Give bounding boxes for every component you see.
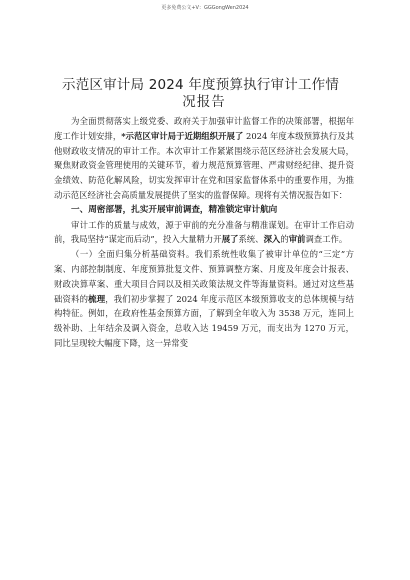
intro-text-2: *示范区审计局于近期组织开展了 [121,130,244,141]
sub-text-1: （一）全面归集分析基础资料。我们系统性收集了被审计单位的“三定”方案、内部控制制度、年度预算批复文件、预算调整方案、月度及年度会计报表、财政决算草案、重大项目合同以及相关政策法规文件等海量资料。通过对这些基础资料的 [54,249,354,304]
section1-text-1: 审计工作的质量与成效，源于审前的充分准备与精准谋划。在审计工作启动前，我局坚持“谋定而后动”，投入大量精力开 [54,219,354,245]
section1-text-6: 审前 [288,234,306,245]
document-title: 示范区审计局 2024 年度预算执行审计工作情 [62,77,340,93]
document-title-continued: 况报告 [182,94,226,110]
sub-text-2: 梳理 [88,293,106,304]
section1-text-7: 调查工作。 [305,234,348,245]
intro-text-3: 2024 年度本级预算执行及其他财政收支情况的审计工作。本次审计工作紧紧围绕示范区经济社会发展大局，聚焦财政资金管理使用的关键环节，着力规范预算管理、严肃财经纪律、提升资金绩效、防范化解风险，切实发挥审计在党和国家监督体系中的重要作用，为推动示范区经济社会高质量发展提供了坚实的监督保障。现将有关情况报告如下： [54,130,354,200]
section1-subparagraph [54,247,354,351]
sub-text-3: ，我们初步掌握了 2024 年度示范区本级预算收支的总体规模与结构特征。例如，在政府性基金预算方面，了解到全年收入为 3538 万元，连同上级补助、上年结余及调入资金，总收入达 19459 万元，而支出为 1270 万元，同比呈现较大幅度下降，这一异常变 [54,293,355,348]
section1-text-4: 深入 [263,234,281,245]
section1-text-5: 的 [280,234,289,245]
section-heading-1: 一、周密部署，扎实开展审前调查，精准锁定审计航向 [71,204,278,215]
watermark-header: 更多免费公文+V：GGGongWen2024 [161,5,249,11]
section1-paragraph [54,218,354,248]
intro-text-1: 为全面贯彻落实上级党委、政府关于加强审计监督工作的决策部署，根据年度工作计划安排， [54,116,354,141]
section1-text-3: 系统、 [238,234,264,245]
section1-text-2: 展了 [221,234,239,245]
document-body [54,78,354,351]
intro-paragraph [54,114,354,203]
